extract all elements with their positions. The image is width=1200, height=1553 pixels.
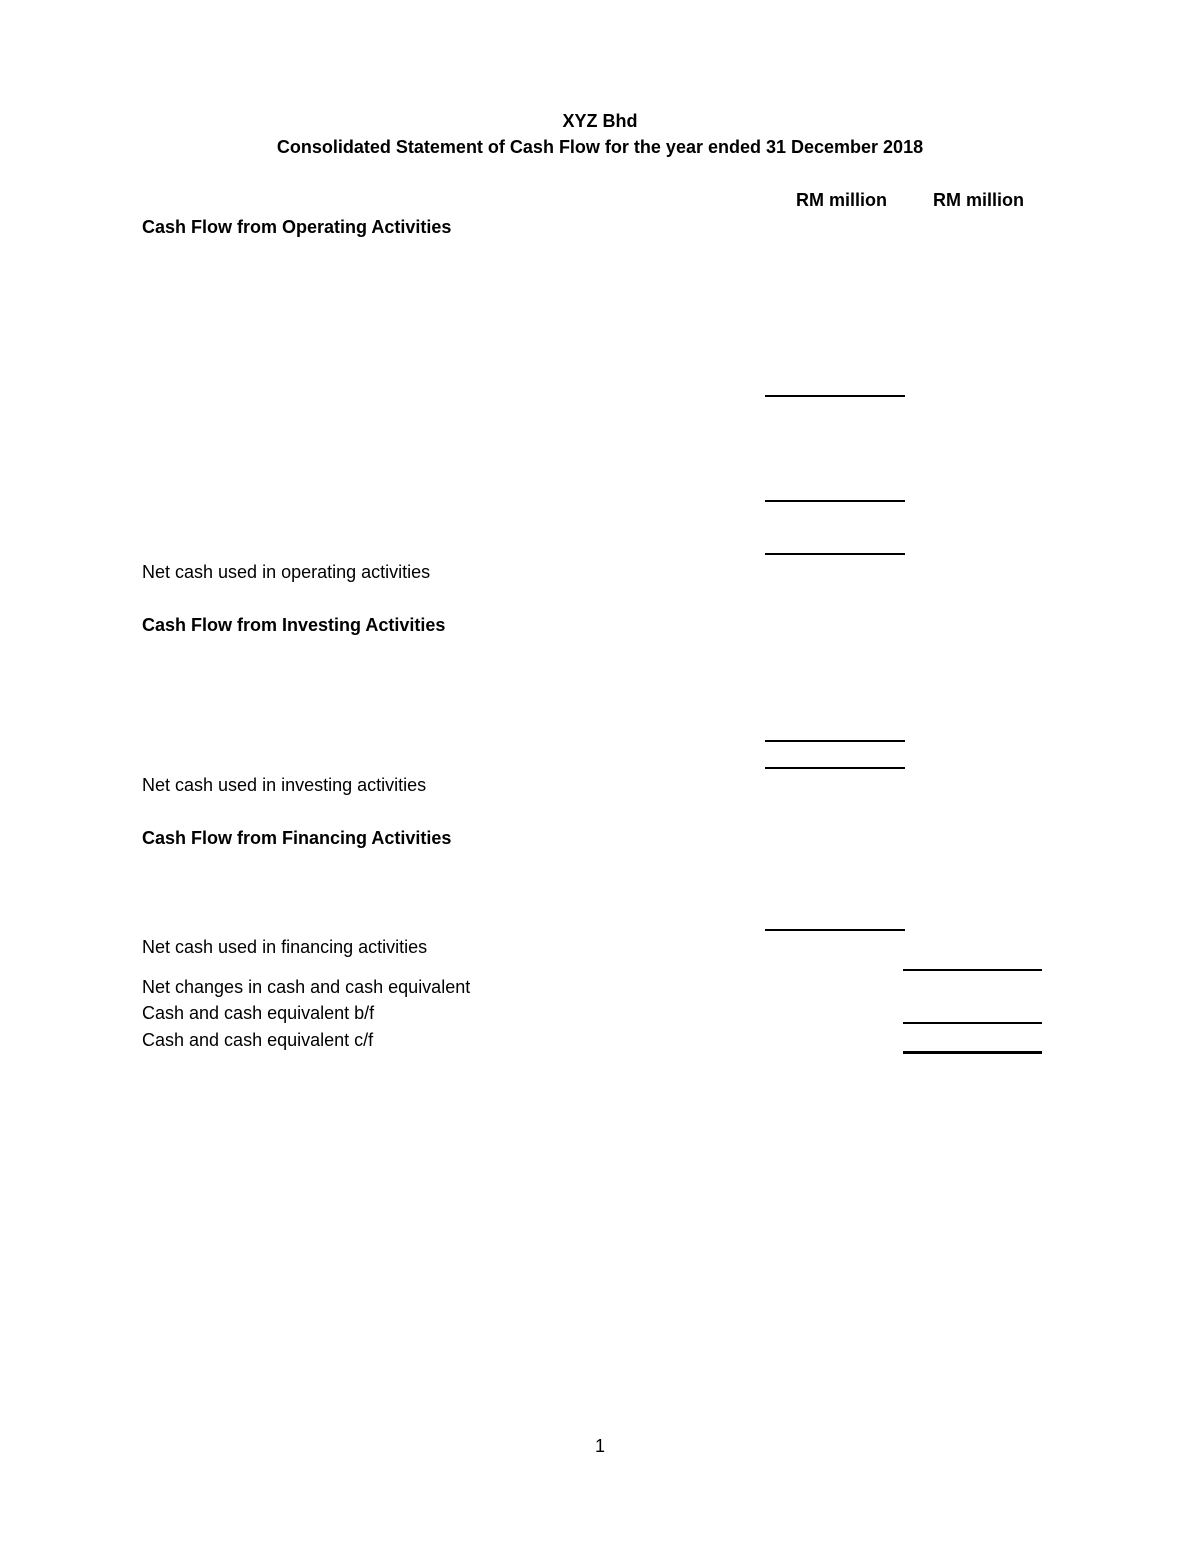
financing-heading: Cash Flow from Financing Activities bbox=[142, 828, 452, 848]
statement-title: Consolidated Statement of Cash Flow for the year ended 31 December 2018 bbox=[276, 137, 924, 157]
subtotal-rule bbox=[765, 929, 905, 931]
operating-heading: Cash Flow from Operating Activities bbox=[142, 217, 452, 237]
cash-bf-label: Cash and cash equivalent b/f bbox=[142, 1003, 375, 1023]
column-header-1: RM million bbox=[796, 190, 887, 210]
subtotal-rule bbox=[765, 553, 905, 555]
financing-net-label: Net cash used in financing activities bbox=[142, 937, 428, 957]
subtotal-rule bbox=[765, 395, 905, 397]
subtotal-rule bbox=[765, 740, 905, 742]
investing-heading: Cash Flow from Investing Activities bbox=[142, 615, 446, 635]
net-changes-label: Net changes in cash and cash equivalent bbox=[142, 977, 471, 997]
page-number: 1 bbox=[594, 1436, 605, 1456]
total-rule bbox=[903, 1022, 1042, 1024]
subtotal-rule bbox=[765, 500, 905, 502]
subtotal-rule bbox=[765, 767, 905, 769]
column-header-2: RM million bbox=[933, 190, 1024, 210]
investing-net-label: Net cash used in investing activities bbox=[142, 775, 427, 795]
company-name: XYZ Bhd bbox=[562, 111, 638, 131]
operating-net-label: Net cash used in operating activities bbox=[142, 562, 431, 582]
cash-cf-label: Cash and cash equivalent c/f bbox=[142, 1030, 374, 1050]
total-rule bbox=[903, 969, 1042, 971]
final-total-rule bbox=[903, 1051, 1042, 1054]
